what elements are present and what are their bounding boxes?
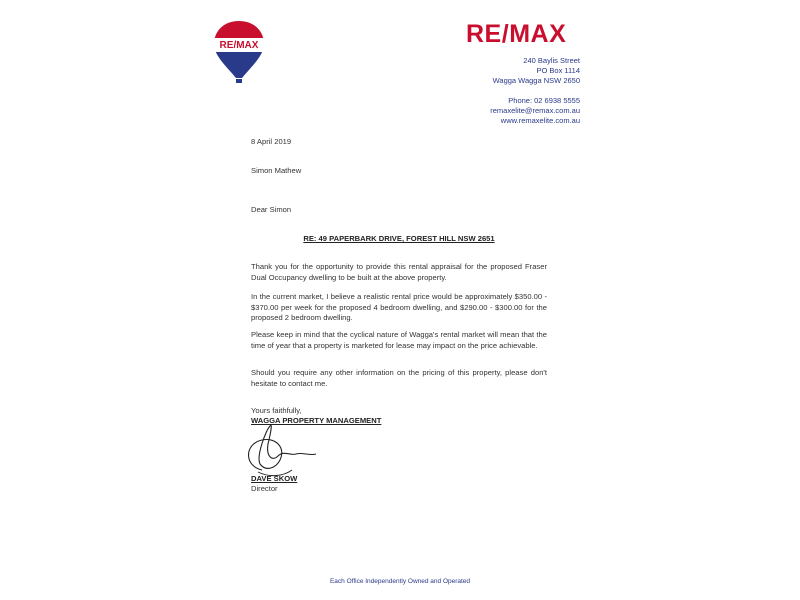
address-line: PO Box 1114 [536,66,580,75]
svg-text:RE/MAX: RE/MAX [219,40,259,51]
remax-balloon-logo [210,18,268,86]
recipient-name: Simon Mathew [251,166,302,175]
email-address: remaxelite@remax.com.au [490,106,580,115]
office-address [490,56,580,126]
paragraph: In the current market, I believe a realistic rental price would be approximately $350.00 - $370.00 per week for the proposed 4 bedroom dwelling, and $290.00 - $300.00 for the proposed 2 bedroom dwelling. [251,292,547,322]
website: www.remaxelite.com.au [500,116,580,125]
phone-number: Phone: 02 6938 5555 [508,96,580,105]
greeting: Dear Simon [251,205,292,214]
address-line: 240 Baylis Street [523,56,580,65]
footer-note: Each Office Independently Owned and Operated [329,578,471,585]
paragraph: Thank you for the opportunity to provide this rental appraisal for the proposed Fraser Dual Occupancy dwelling to be built at the above property. [251,262,547,282]
signer-name: DAVE SKOW [251,474,298,483]
paragraph: Please keep in mind that the cyclical nature of Wagga's rental market will mean that the time of year that a property is marketed for lease may impact on the price achievable. [251,330,547,350]
subject-line: RE: 49 PAPERBARK DRIVE, FOREST HILL NSW 2651 [303,234,495,243]
paragraph: Should you require any other information on the pricing of this property, please don't hesitate to contact me. [251,368,547,388]
company-name: WAGGA PROPERTY MANAGEMENT [251,416,382,425]
remax-wordmark: RE/MAX [466,20,567,48]
closing-phrase: Yours faithfully, [251,406,302,415]
signer-block [251,474,297,494]
signer-title: Director [251,484,278,493]
letter-date: 8 April 2019 [251,137,292,146]
address-line: Wagga Wagga NSW 2650 [492,76,580,85]
